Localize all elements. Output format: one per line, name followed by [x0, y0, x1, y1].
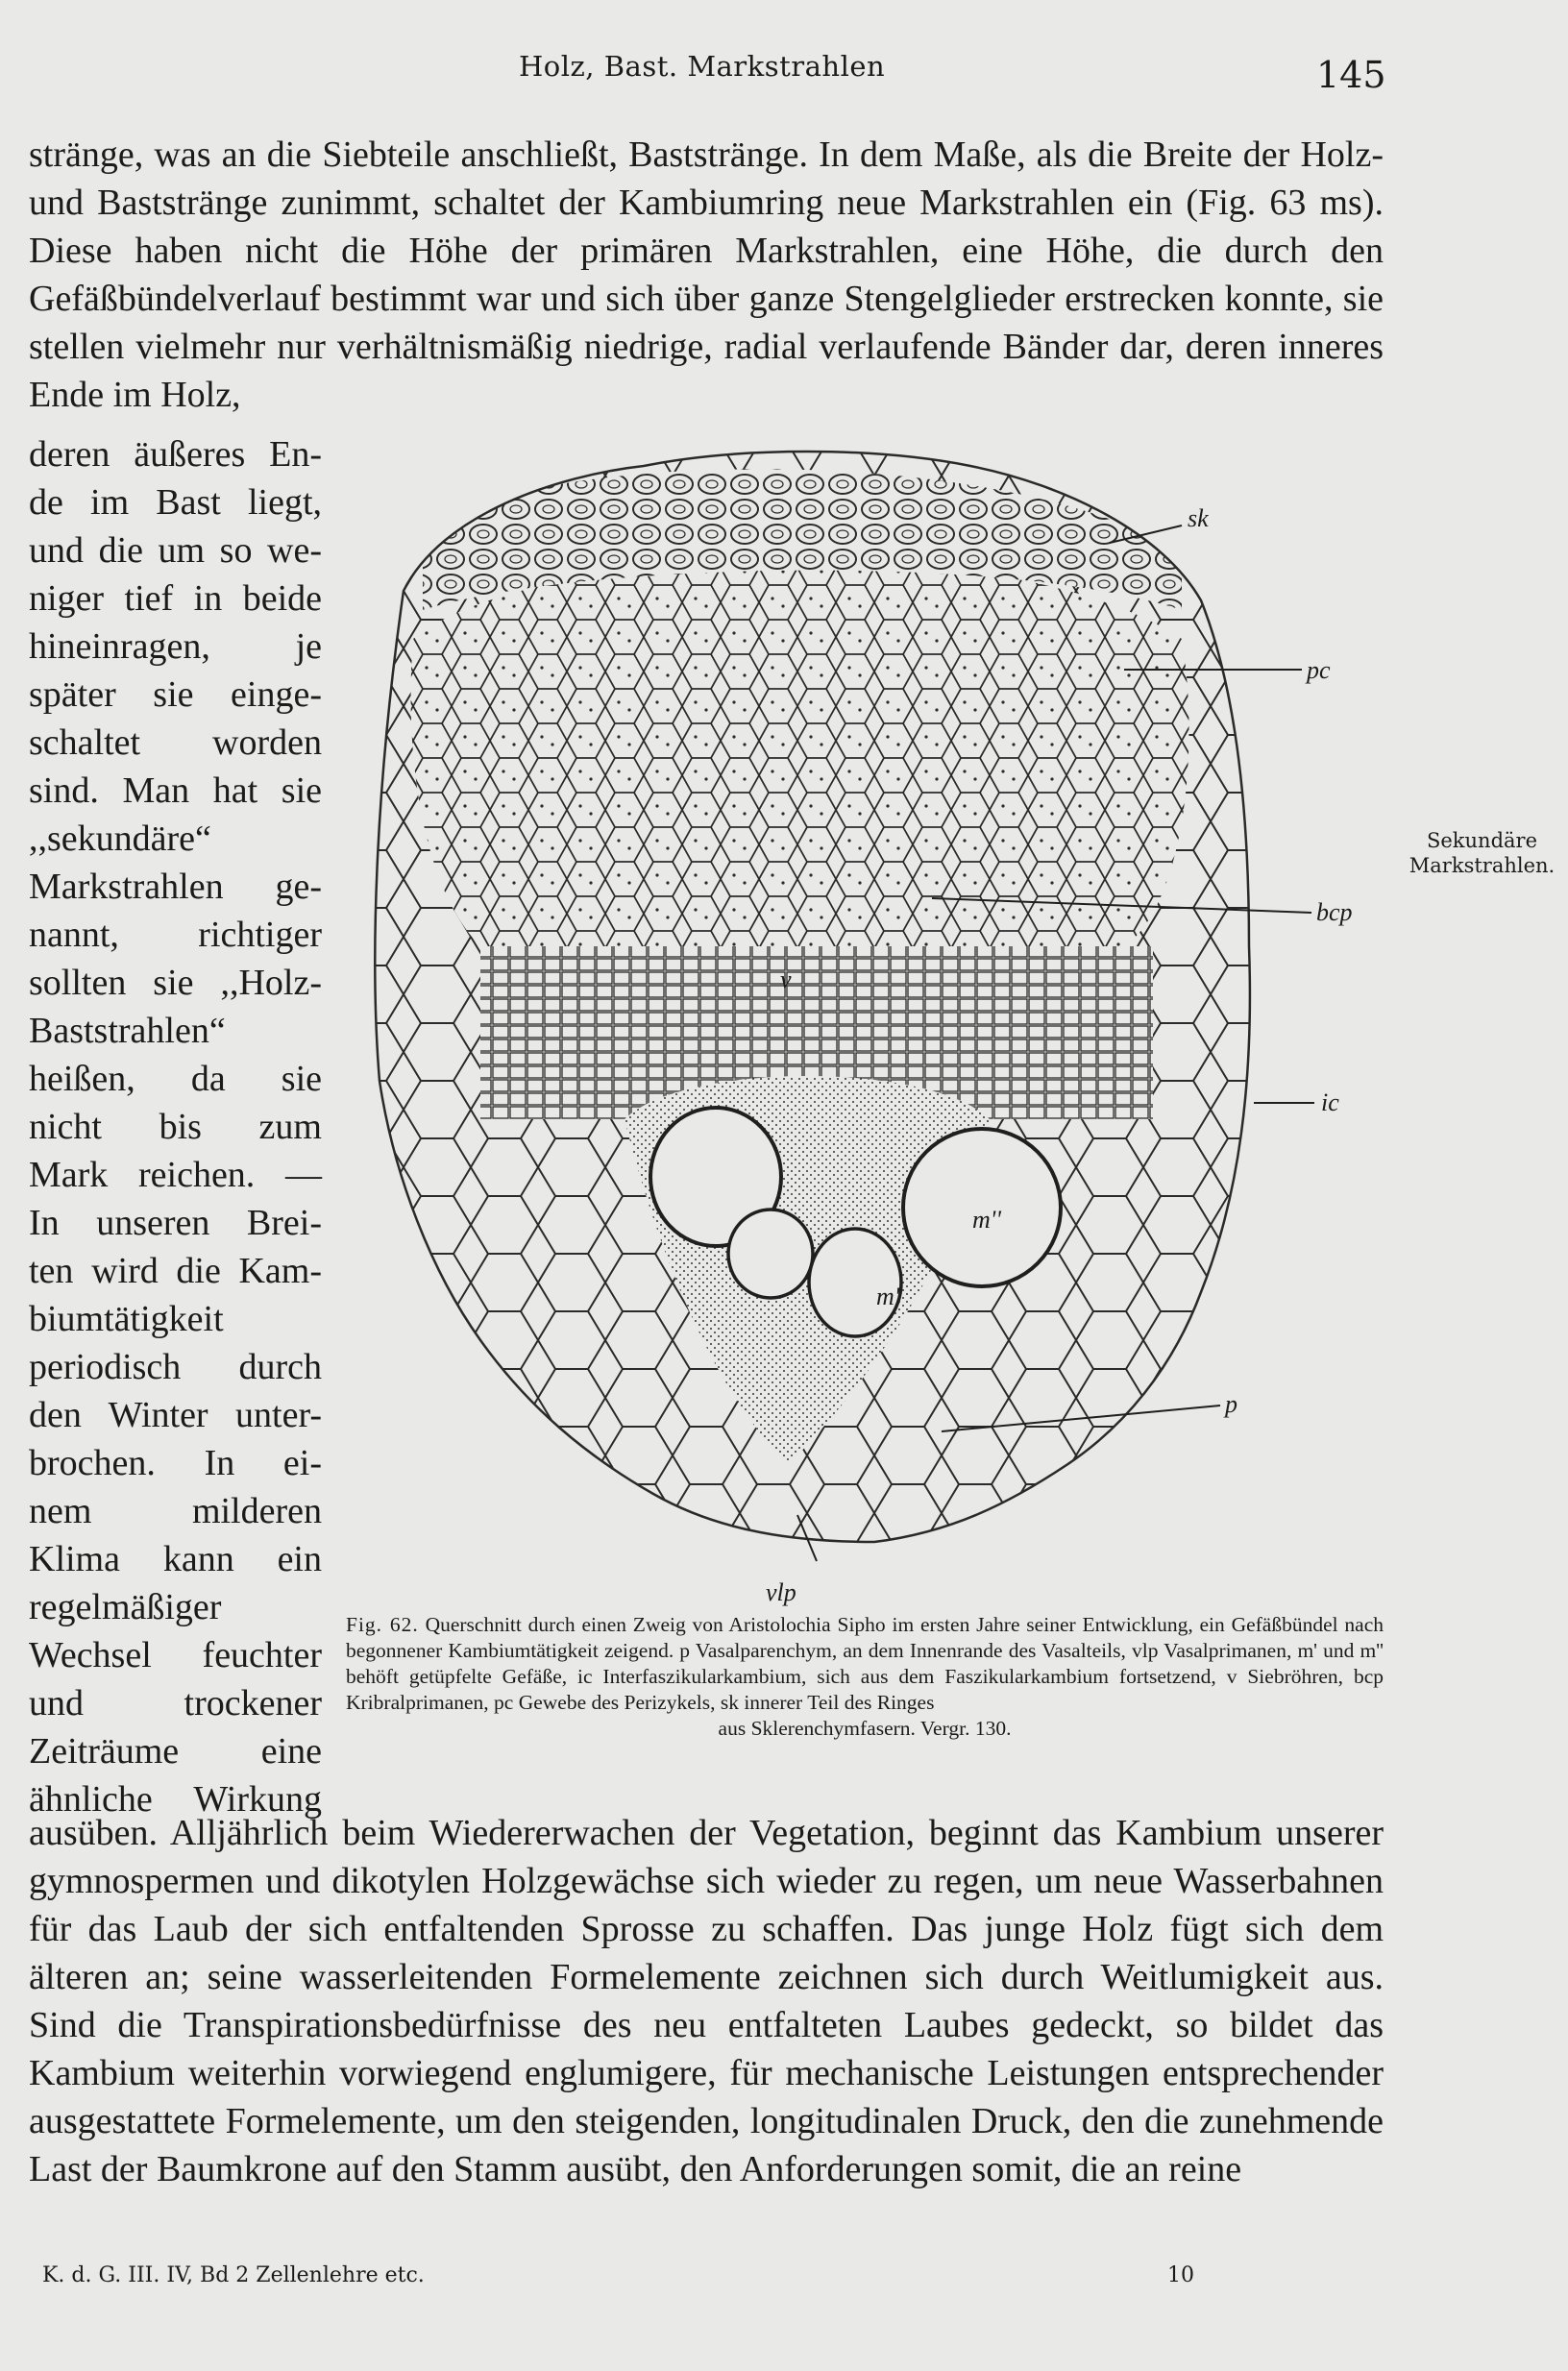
footer-signature: K. d. G. III. IV, Bd 2 Zellenlehre etc. — [42, 2263, 425, 2287]
label-v: v — [780, 966, 792, 993]
narrow-line: regelmäßiger — [29, 1587, 222, 1627]
paragraph-bottom — [29, 1809, 1384, 2193]
margin-note: Sekundäre Markstrahlen. — [1409, 829, 1556, 877]
label-ic: ic — [1321, 1088, 1339, 1116]
label-sk: sk — [1188, 504, 1209, 532]
narrow-line: de im Bast liegt, — [29, 482, 322, 523]
figure-cross-section — [336, 447, 1393, 1619]
label-m2: m'' — [972, 1206, 1001, 1234]
narrow-line: nicht bis zum — [29, 1107, 322, 1147]
narrow-line: deren äußeres En- — [29, 434, 322, 475]
label-m1: m' — [876, 1283, 900, 1310]
narrow-line: sind. Man hat sie — [29, 770, 322, 811]
narrow-line: ten wird die Kam- — [29, 1251, 322, 1291]
narrow-line: heißen, da sie — [29, 1059, 322, 1099]
narrow-line: nannt, richtiger — [29, 915, 322, 955]
footer-sheet-number: 10 — [1167, 2263, 1194, 2287]
narrow-line: niger tief in beide — [29, 578, 322, 619]
narrow-line: und trockener — [29, 1683, 322, 1723]
narrow-line: Wechsel feuchter — [29, 1635, 322, 1675]
narrow-line: ,,sekundäre“ — [29, 819, 211, 859]
label-p: p — [1225, 1390, 1237, 1418]
narrow-line: hineinragen, je — [29, 626, 322, 667]
label-pc: pc — [1307, 656, 1331, 684]
narrow-line: den Winter unter- — [29, 1395, 322, 1435]
narrow-line: sollten sie ,,Holz- — [29, 963, 322, 1003]
narrow-line: und die um so we- — [29, 530, 322, 571]
narrow-line: Mark reichen. — — [29, 1155, 322, 1195]
narrow-line: nem milderen — [29, 1491, 322, 1531]
narrow-line: periodisch durch — [29, 1347, 322, 1387]
paragraph-top-text: stränge, was an die Siebteile anschließt, Baststränge. In dem Maße, als die Breite der Holz- und Baststränge zunimmt, schaltet der Kambiumring neue Markstrahlen ein (Fig. 63 ms). Diese haben nicht die Höhe der primären Markstrahlen, eine Höhe, die durch den Gefäßbündelverlauf bestimmt war und sich über ganze Stengelglieder erstrecken konnte, sie stellen vielmehr nur verhältnismäßig niedrige, radial verlaufende Bänder dar, deren inneres Ende im Holz, — [29, 134, 1384, 415]
narrow-line: Baststrahlen“ — [29, 1011, 226, 1051]
label-bcp: bcp — [1316, 898, 1353, 926]
label-vlp: vlp — [766, 1578, 796, 1606]
narrow-line: brochen. In ei- — [29, 1443, 322, 1483]
paragraph-bottom-text: ausüben. Alljährlich beim Wiedererwachen der Vegetation, beginnt das Kambium unserer gymnospermen und dikotylen Holzgewächse sich wieder zu regen, um neue Wasserbahnen für das Laub der sich entfaltenden Sprosse zu schaffen. Das junge Holz fügt sich dem älteren an; seine wasserleitenden Formelemente zeichnen sich durch Weitlumigkeit aus. Sind die Transpirationsbedürfnisse des neu entfalteten Laubes gedeckt, so bildet das Kambium weiterhin vorwiegend englumigere, für mechanische Leistungen entsprechender ausgestattete Formelemente, um den steigenden, longitudinalen Druck, den die zunehmende Last der Baumkrone auf den Stamm ausübt, den Anforderungen somit, die an reine — [29, 1813, 1384, 2189]
narrow-line: später sie einge- — [29, 674, 322, 715]
narrow-line: ähnliche Wirkung — [29, 1779, 322, 1820]
narrow-line: schaltet worden — [29, 722, 322, 763]
figure-caption — [346, 1612, 1384, 1742]
caption-last-line: aus Sklerenchymfasern. Vergr. 130. — [718, 1717, 1012, 1740]
narrow-line: Zeiträume eine — [29, 1731, 322, 1772]
cell-illustration — [336, 447, 1393, 1619]
caption-text: Querschnitt durch einen Zweig von Aristolochia Sipho im ersten Jahre seiner Entwicklung, ein Gefäßbündel nach begonnener Kambiumtätigkeit zeigend. p Vasalparenchym, an dem Innenrande des Vasalteils, vlp Vasalprimanen, m' und m'' behöft getüpfelte Gefäße, ic Interfaszikularkambium, sich aus dem Faszikularkambium fortsetzend, v Siebröhren, bcp Kribralprimanen, pc Gewebe des Perizykels, sk innerer Teil des Ringes — [346, 1613, 1384, 1714]
caption-figure-number: Fig. 62. — [346, 1613, 419, 1636]
narrow-line: In unseren Brei- — [29, 1203, 322, 1243]
narrow-line: Klima kann ein — [29, 1539, 322, 1579]
paragraph-top — [29, 131, 1384, 419]
narrow-line: Markstrahlen ge- — [29, 867, 322, 907]
running-head: Holz, Bast. Markstrahlen — [519, 50, 886, 83]
paragraph-narrow-column — [29, 430, 322, 1823]
narrow-line: biumtätigkeit — [29, 1299, 224, 1339]
page-number: 145 — [1316, 54, 1386, 96]
